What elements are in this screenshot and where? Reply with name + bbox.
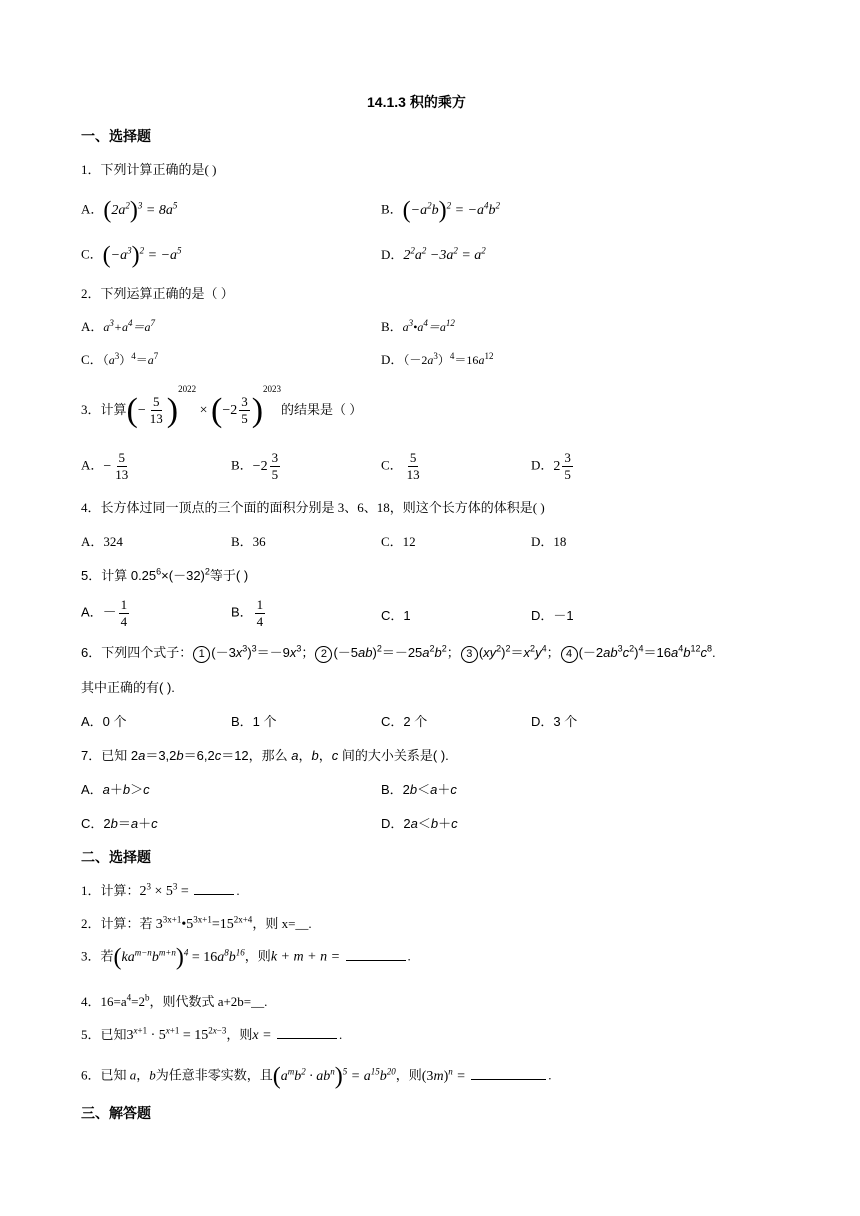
q5-option-a: A．－ $\frac{1}{4}$: [81, 597, 128, 629]
question-2-stem: 2．下列运算正确的是（ ）: [81, 286, 234, 301]
section-heading-fill: 二、选择题: [81, 849, 151, 865]
question-6-stem: 6．下列四个式子： 1 $(-3x^3)^3=-9x^3$； 2 $(-5ab)^2=-25a^2b^2$； 3 $(xy^2)^2=x^2y^4$； 4 $(-2ab^3c^2)^4=16a^4b^{12}c^8$.: [81, 642, 716, 663]
q7-option-d: D．2a＜b＋c: [381, 816, 458, 831]
q5-option-d: D．－1: [531, 608, 574, 623]
q1-option-c: C．$(-a^3)^2 = -a^5$: [81, 242, 182, 268]
q2-option-d: D．$(-2a^3)^4=16a^{12}$: [381, 351, 494, 367]
q1-option-d: D．$2^2a^2 -3a^2 = a^2$: [381, 245, 486, 263]
q1-option-a: A．$(2a^2)^3 = 8a^5$: [81, 197, 178, 223]
section-heading-solve: 三、解答题: [81, 1105, 151, 1121]
question-6-line2: 其中正确的有( ).: [81, 680, 175, 695]
q4-option-d: D．18: [531, 534, 567, 549]
question-3-stem: 3．计算(− $\frac{5}{13}$ )$^{2022}$ × (−2 $\frac{3}{5}$ )$^{2023}$的结果是（ ）: [81, 384, 363, 429]
q4-option-b: B．36: [231, 534, 266, 549]
q3-option-a: A．− $\frac{5}{13}$: [81, 450, 129, 482]
page-title: 14.1.3 积的乘方: [367, 94, 466, 110]
q6-option-a: A．0 个: [81, 714, 127, 729]
section-heading-choice: 一、选择题: [81, 128, 151, 144]
q7-option-c: C．2b＝a＋c: [81, 816, 158, 831]
q3-option-b: B．−2 $\frac{3}{5}$: [231, 450, 279, 482]
q7-option-b: B．2b＜a＋c: [381, 782, 457, 797]
fill-6: 6．已知 a，b为任意非零实数，且$(a^mb^2 \cdot ab^n)^5 = a^{15}b^{20}$，则$(3m)^n$ = .: [81, 1063, 552, 1089]
question-5-stem: 5．计算 $0.25^6\times(-32)^2$等于( ): [81, 566, 249, 583]
question-1-stem: 1．下列计算正确的是( ): [81, 162, 217, 177]
fill-4: 4．$16=a^4=2^b$，则代数式 a+2b=__.: [81, 992, 268, 1009]
q2-option-a: A．$a^3+a^4=a^7$: [81, 318, 156, 334]
q2-option-b: B．$a^3•a^4=a^{12}$: [381, 318, 455, 334]
q3-option-c: C． $\frac{5}{13}$: [381, 450, 420, 482]
q6-option-c: C．2 个: [381, 714, 428, 729]
question-4-stem: 4．长方体过同一顶点的三个面的面积分别是 3、6、18，则这个长方体的体积是( ): [81, 500, 545, 515]
fill-5: 5．已知$3^{x+1} \cdot 5^{x+1} = 15^{2x-3}$，则x = .: [81, 1025, 343, 1043]
q4-option-c: C．12: [381, 534, 416, 549]
q7-option-a: A．a＋b＞c: [81, 782, 150, 797]
fill-2: 2．计算：若 $3^{3x+1}•5^{3x+1}=15^{2x+4}$，则 x=__.: [81, 914, 312, 932]
fill-1: 1．计算：$2^3 \times 5^3$ = .: [81, 881, 240, 899]
q6-option-d: D．3 个: [531, 714, 578, 729]
q1-option-b: B．$(-a^2b)^2 = -a^4b^2$: [381, 197, 501, 223]
q5-option-c: C．1: [381, 608, 411, 623]
question-7-stem: 7．已知 2a＝3,2b＝6,2c＝12，那么 a，b，c 间的大小关系是( ).: [81, 748, 449, 763]
q2-option-c: C．$(a^3)^4=a^7$: [81, 351, 159, 367]
q4-option-a: A．324: [81, 534, 123, 549]
q6-option-b: B．1 个: [231, 714, 277, 729]
q5-option-b: B． $\frac{1}{4}$: [231, 597, 264, 629]
q3-option-d: D．2 $\frac{3}{5}$: [531, 450, 571, 482]
fill-3: 3．若$(ka^{m-n}b^{m+n})^4 = 16a^8b^{16}$，则k + m + n = .: [81, 944, 411, 970]
